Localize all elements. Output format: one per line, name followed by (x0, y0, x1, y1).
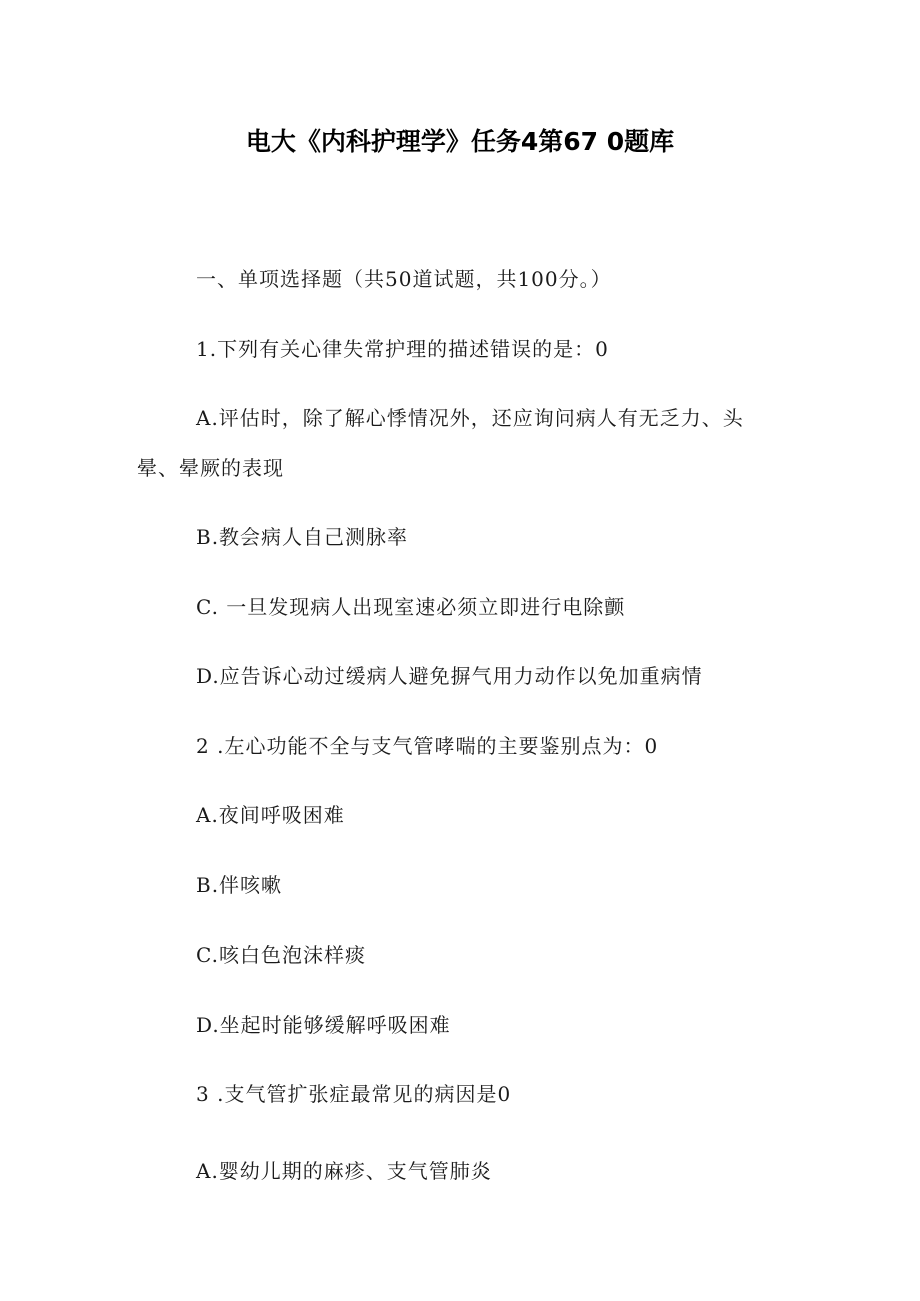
question-2-option-c: C.咳白色泡沫样痰 (196, 943, 366, 967)
question-1-option-c: C. 一旦发现病人出现室速必须立即进行电除颤 (196, 595, 626, 619)
question-1-option-b: B.教会病人自己测脉率 (196, 525, 409, 549)
question-1-option-a: A.评估时，除了解心悸情况外，还应询问病人有无乏力、头 (196, 406, 744, 430)
question-3-option-a: A.婴幼儿期的麻疹、支气管肺炎 (196, 1159, 492, 1183)
question-2-option-b: B.伴咳嗽 (196, 873, 283, 897)
document-title: 电大《内科护理学》任务4第67 0题库 (245, 127, 675, 156)
question-2-option-d: D.坐起时能够缓解呼吸困难 (196, 1013, 451, 1037)
question-1-option-a-continued: 晕、晕厥的表现 (137, 456, 284, 480)
question-2-option-a: A.夜间呼吸困难 (196, 803, 345, 827)
question-3-stem: 3 .支气管扩张症最常见的病因是0 (196, 1082, 512, 1106)
question-1-option-d: D.应告诉心动过缓病人避免摒气用力动作以免加重病情 (196, 664, 703, 688)
question-2-stem: 2 .左心功能不全与支气管哮喘的主要鉴别点为：0 (196, 734, 659, 758)
question-1-stem: 1.下列有关心律失常护理的描述错误的是：0 (196, 337, 609, 361)
section-heading: 一、单项选择题（共50道试题，共100分。） (196, 267, 612, 291)
